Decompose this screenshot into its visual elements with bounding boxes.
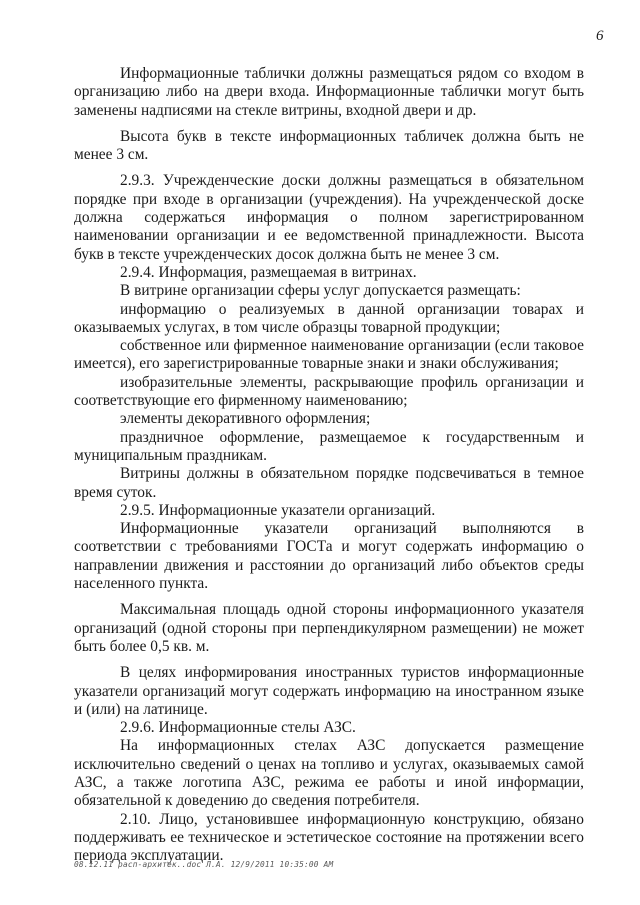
list-item: элементы декоративного оформления;: [120, 410, 371, 428]
section-heading: 2.9.6. Информационные стелы АЗС.: [120, 719, 356, 737]
section-heading: 2.9.4. Информация, размещаемая в витринах.: [120, 263, 417, 281]
paragraph: Информационные указатели организаций выполняются в соответствии с требованиями ГОСТа и могут содержать информацию о направлении движения и расстоянии до организаций либо объектов среды населенного пункта.: [74, 520, 584, 593]
list-item: информацию о реализуемых в данной организации товарах и оказываемых услугах, в том числе образцы товарной продукции;: [74, 300, 584, 336]
paragraph: В целях информирования иностранных туристов информационные указатели организаций могут содержать информацию на иностранном языке и (или) на латинице.: [74, 664, 584, 718]
section-heading: 2.9.5. Информационные указатели организаций.: [120, 501, 436, 519]
paragraph: Высота букв в тексте информационных табличек должна быть не менее 3 см.: [74, 127, 584, 164]
paragraph: 2.10. Лицо, установившее информационную конструкцию, обязано поддерживать ее техническое и эстетическое состояние на протяжении всего периода эксплуатации.: [74, 810, 584, 865]
paragraph: В витрине организации сферы услуг допускается размещать:: [120, 282, 521, 300]
paragraph: 2.9.3. Учрежденческие доски должны размещаться в обязательном порядке при входе в организации (учреждения). На учрежденческой доске должна содержаться информация о полном зарегистрированном наименовании организации и ее ведомственной принадлежности. Высота букв в тексте учрежденческих досок должна быть не менее 3 см.: [74, 172, 584, 263]
document-footer: 08.12.11 расп-архитек..doc Л.А. 12/9/2011 10:35:00 AM: [74, 860, 334, 869]
page-number: 6: [596, 28, 604, 44]
paragraph: Информационные таблички должны размещаться рядом со входом в организацию либо на двери входа. Информационные таблички могут быть заменены надписями на стекле витрины, входной двери и др.: [74, 65, 584, 119]
document-body: [74, 65, 584, 865]
list-item: праздничное оформление, размещаемое к государственным и муниципальным праздникам.: [74, 428, 584, 464]
paragraph: Витрины должны в обязательном порядке подсвечиваться в темное время суток.: [74, 465, 584, 501]
paragraph: На информационных стелах АЗС допускается размещение исключительно сведений о ценах на топливо и услугах, оказываемых самой АЗС, а также логотипа АЗС, режима ее работы и иной информации, обязательной к доведению до сведения потребителя.: [74, 737, 584, 810]
paragraph: Максимальная площадь одной стороны информационного указателя организаций (одной стороны при перпендикулярном размещении) не может быть более 0,5 кв. м.: [74, 601, 584, 655]
list-item: собственное или фирменное наименование организации (если таковое имеется), его зарегистрированные товарные знаки и знаки обслуживания;: [74, 337, 584, 373]
list-item: изобразительные элементы, раскрывающие профиль организации и соответствующие его фирменному наименованию;: [74, 373, 584, 410]
